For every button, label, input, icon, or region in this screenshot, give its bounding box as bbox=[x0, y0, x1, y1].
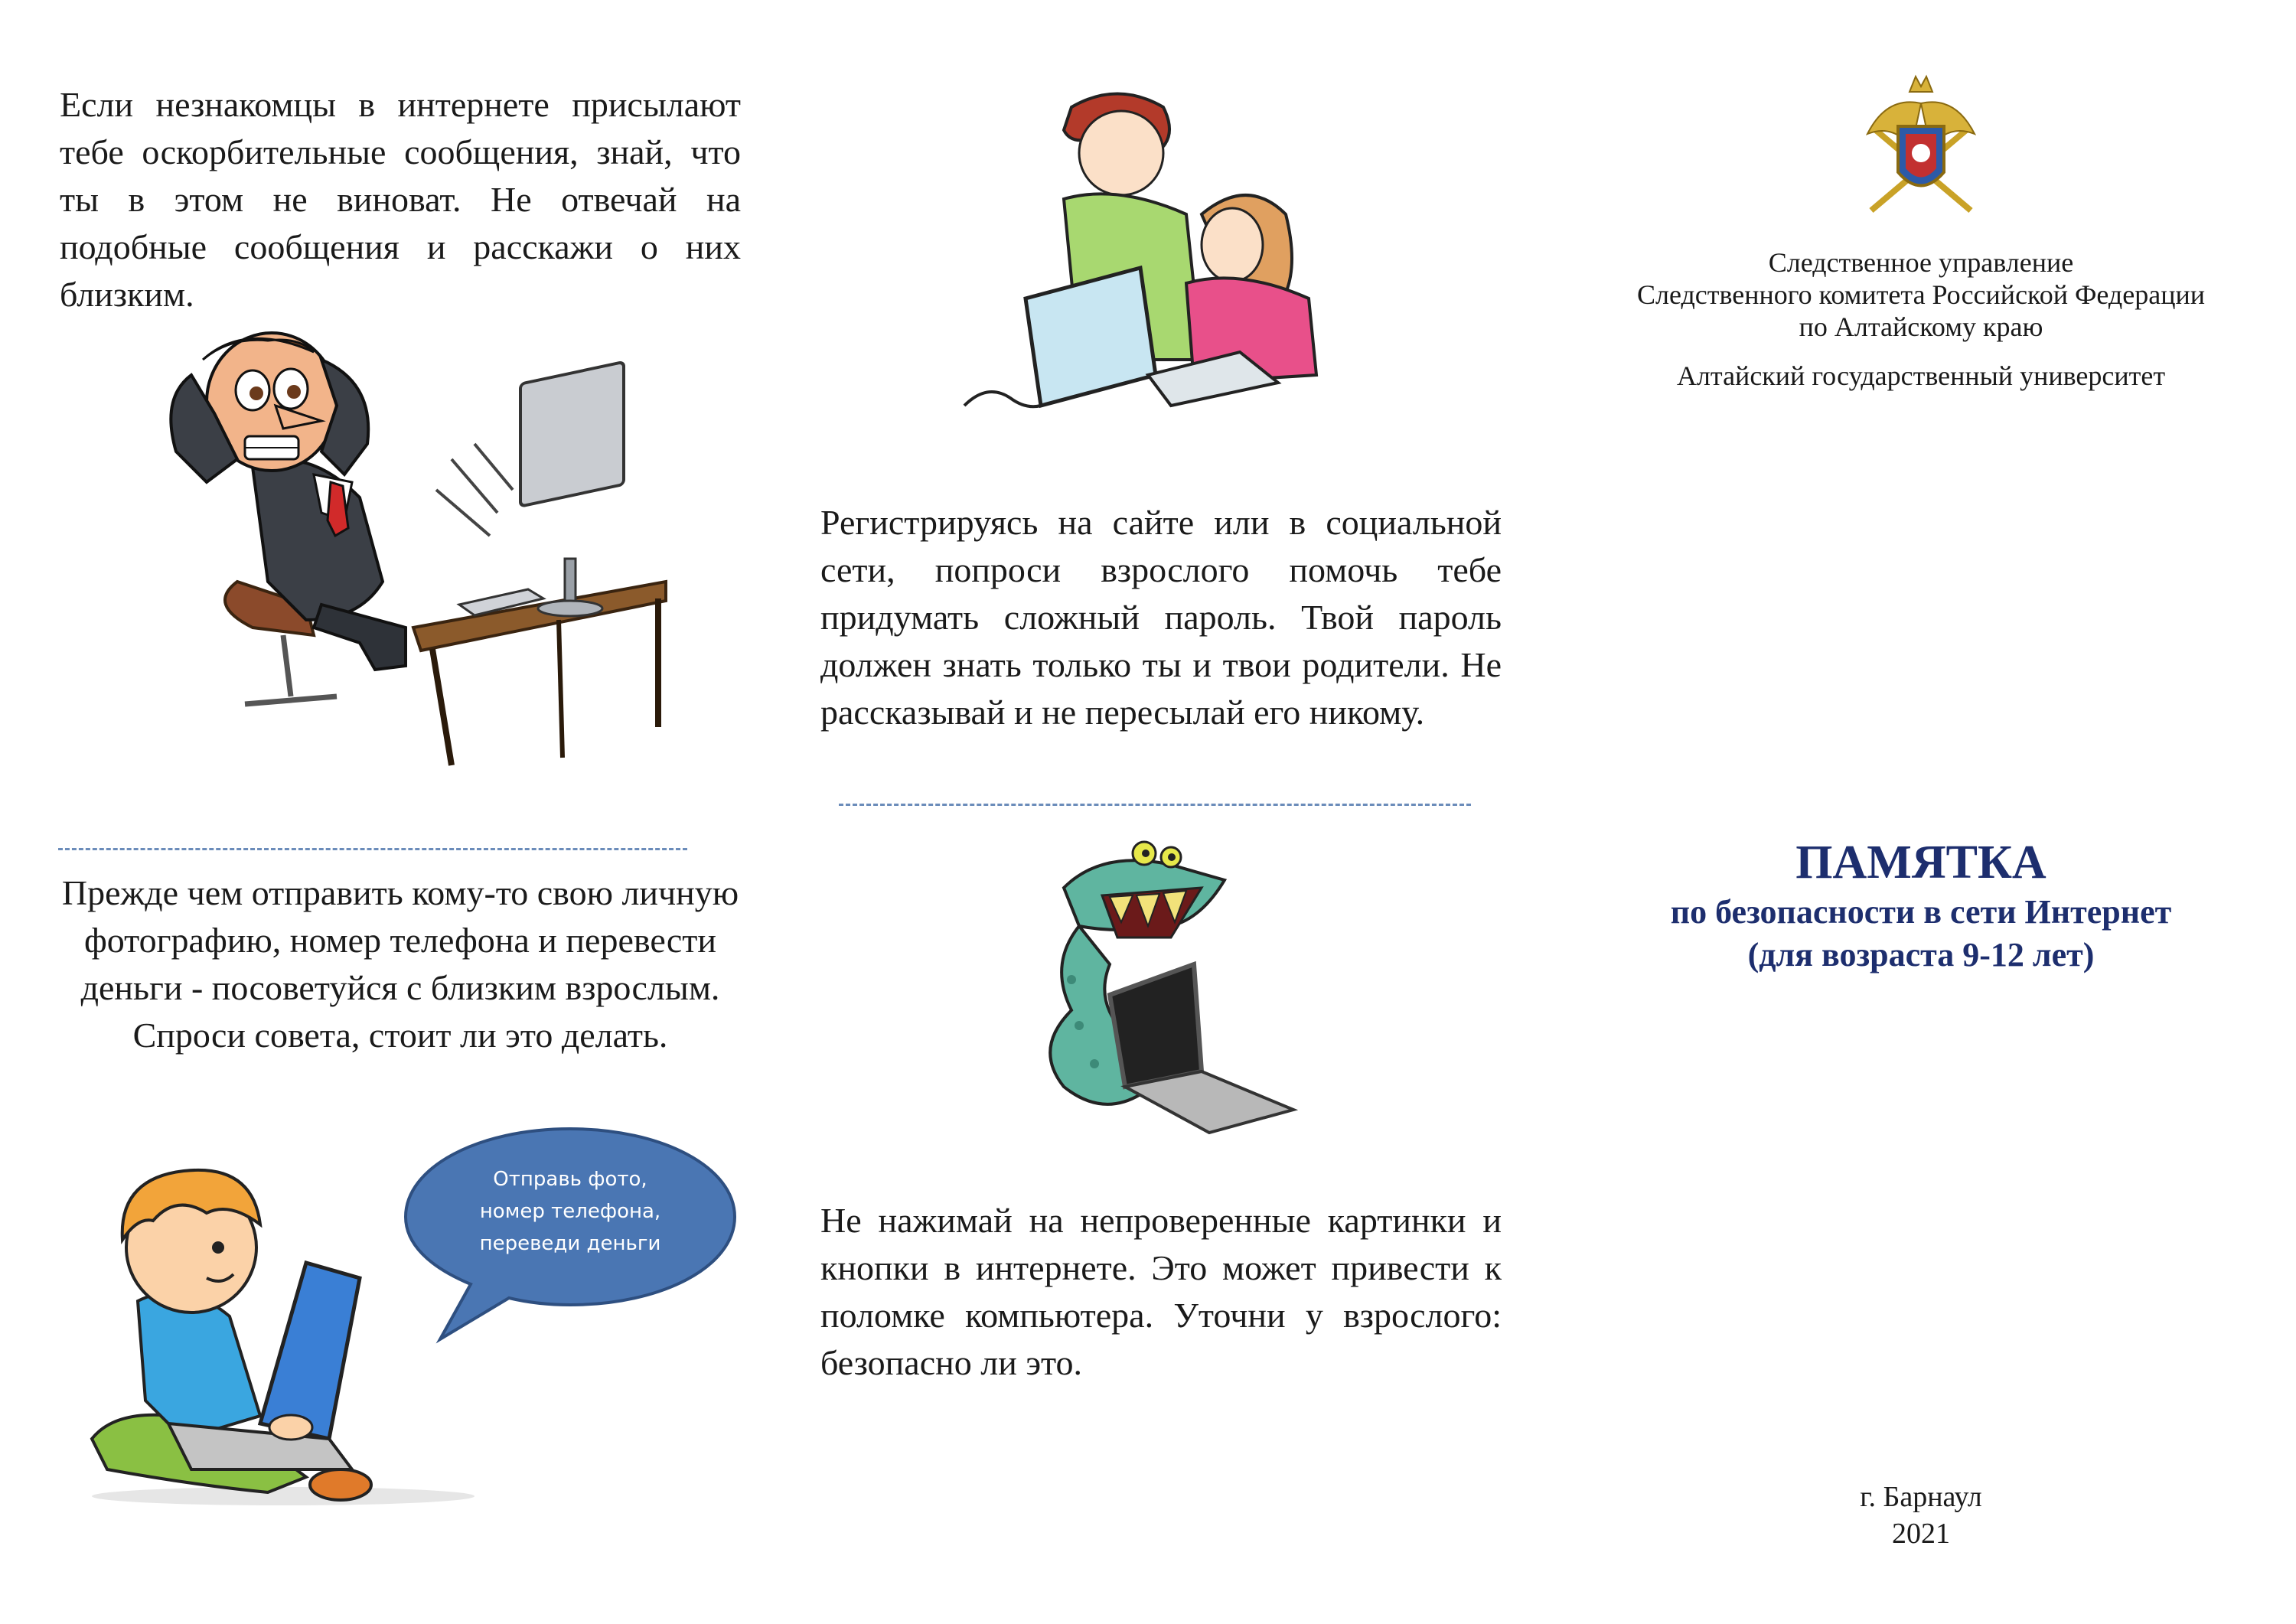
publication-year: 2021 bbox=[1892, 1518, 1950, 1550]
left-divider bbox=[58, 848, 687, 850]
speech-bubble bbox=[398, 1117, 742, 1355]
middle-text-unverified-links: Не нажимай на непроверенные картинки и кнопки в интернете. Это может привести к поломке компьютера. Уточни у взрослого: безопасно ли это. bbox=[820, 1201, 1502, 1382]
subtitle-line-1: по безопасности в сети Интернет bbox=[1670, 893, 2172, 931]
left-text-insults: Если незнакомцы в интернете присылают тебе оскорбительные сообщения, знай, что ты в этом не виноват. Не отвечай на подобные сообщения и расскажи о них близким. bbox=[60, 85, 741, 314]
left-text-photo-advice: Прежде чем отправить кому-то свою личную фотографию, номер телефона и перевести деньги - посоветуйся с близким взрослым. Спроси совета, стоит ли это делать. bbox=[61, 873, 739, 1055]
middle-divider bbox=[839, 804, 1471, 806]
investigative-committee-emblem bbox=[1856, 73, 1986, 226]
parent-child-illustration bbox=[957, 84, 1355, 421]
subtitle-line-2: (для возраста 9-12 лет) bbox=[1747, 936, 2095, 973]
org-line-3: по Алтайскому краю bbox=[1799, 311, 2043, 342]
org-line-2: Следственного комитета Российской Федерации bbox=[1637, 279, 2205, 310]
org-line-1: Следственное управление bbox=[1768, 247, 2074, 278]
angry-man-illustration bbox=[130, 329, 681, 773]
bubble-line-3: переведи деньги bbox=[479, 1232, 661, 1255]
bubble-line-2: номер телефона, bbox=[479, 1200, 661, 1223]
bubble-line-1: Отправь фото, bbox=[493, 1168, 647, 1191]
university-name: Алтайский государственный университет bbox=[1676, 360, 2166, 391]
virus-monster-illustration bbox=[1018, 834, 1309, 1148]
middle-text-password: Регистрируясь на сайте или в социальной сети, попроси взрослого помочь тебе придумать сложный пароль. Твой пароль должен знать только ты и твои родители. Не рассказывай и не пересылай его никому. bbox=[820, 503, 1502, 732]
city-name: г. Барнаул bbox=[1860, 1481, 1982, 1513]
page-title: ПАМЯТКА bbox=[1795, 836, 2047, 889]
